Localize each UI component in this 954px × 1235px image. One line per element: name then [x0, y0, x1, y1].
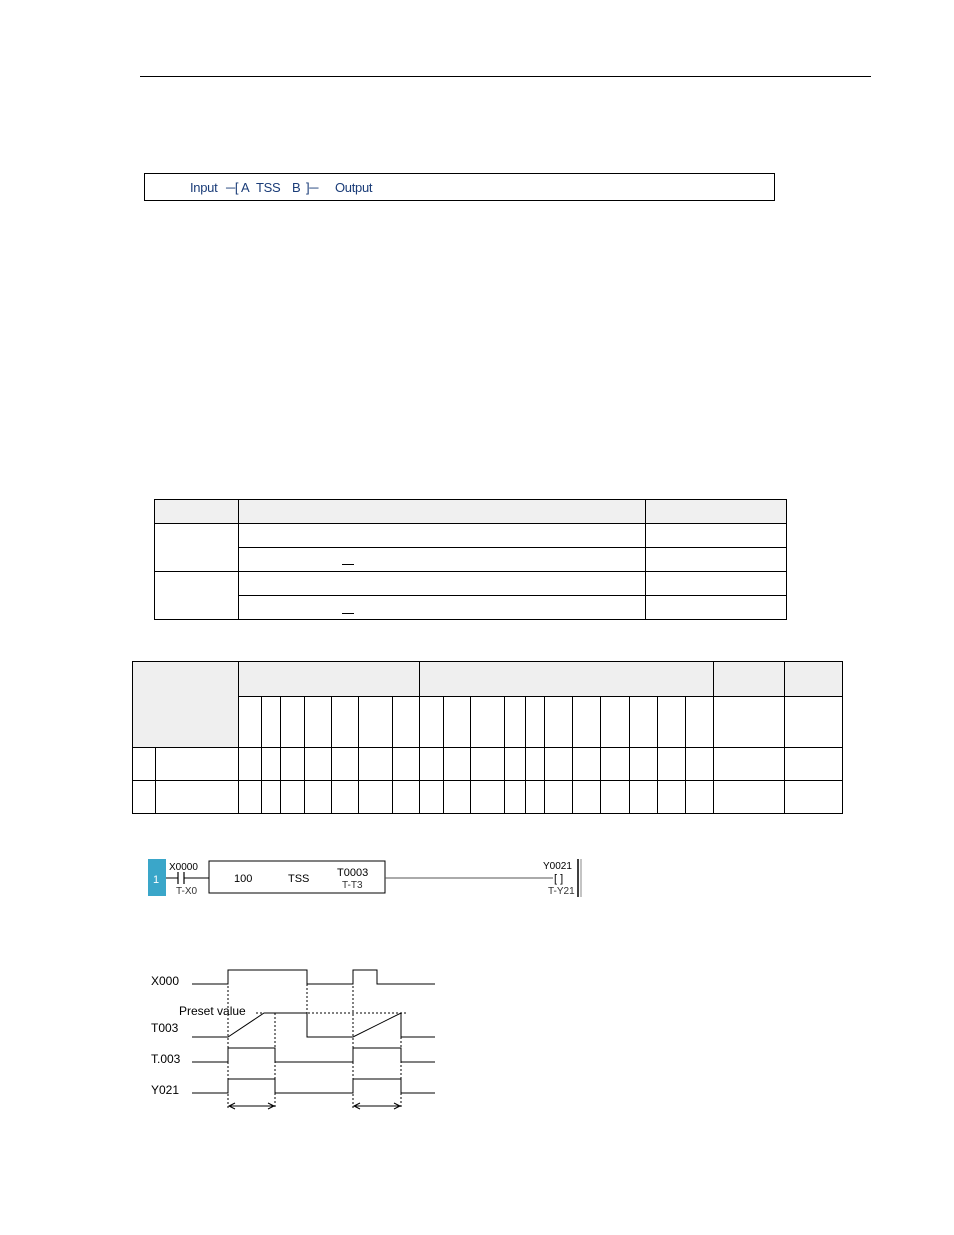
- preset-value-label: Preset value: [179, 1004, 246, 1018]
- signal-label-t003: T003: [151, 1021, 179, 1035]
- signal-label-y021: Y021: [151, 1083, 180, 1097]
- input-label: Input: [190, 180, 218, 195]
- duration-arrow: [229, 1103, 274, 1109]
- coil-symbol: [ ]: [554, 873, 564, 885]
- ladder-operand-b: T0003: [337, 867, 369, 879]
- table-row: [133, 697, 843, 748]
- waveform-x000: [192, 970, 435, 984]
- contact-comment: T-X0: [176, 886, 198, 897]
- signal-label-x000: X000: [151, 974, 180, 988]
- contact-name: X0000: [169, 862, 198, 873]
- timing-diagram: [145, 962, 445, 1122]
- ladder-mnemonic: TSS: [288, 873, 310, 885]
- output-label: Output: [335, 180, 373, 195]
- table-row: [155, 500, 787, 524]
- table-row: [155, 548, 787, 572]
- underline-mark: [342, 564, 354, 565]
- open-bracket: ─[: [226, 180, 239, 195]
- operand-a: A: [241, 180, 250, 195]
- instruction-format-box: [144, 173, 775, 201]
- step-number: 1: [153, 874, 160, 886]
- ladder-operand-a: 100: [234, 873, 253, 885]
- header-rule: [140, 76, 871, 77]
- coil-comment: T-Y21: [548, 886, 575, 897]
- table-row: [133, 662, 843, 697]
- mnemonic: TSS: [256, 180, 281, 195]
- duration-arrow: [354, 1103, 400, 1109]
- table-row: [155, 524, 787, 548]
- table-row: [155, 572, 787, 596]
- ladder-operand-b-comment: T-T3: [342, 880, 363, 891]
- table-row: [155, 596, 787, 620]
- table-row: [133, 781, 843, 814]
- ladder-diagram: [147, 857, 587, 899]
- operand-table: [154, 499, 787, 620]
- coil-name: Y0021: [543, 861, 572, 872]
- signal-label-t-contact: T.003: [151, 1052, 181, 1066]
- close-bracket: ]─: [306, 180, 319, 195]
- underline-mark: [342, 613, 354, 614]
- operand-b: B: [292, 180, 301, 195]
- device-table: [132, 661, 843, 814]
- table-row: [133, 748, 843, 781]
